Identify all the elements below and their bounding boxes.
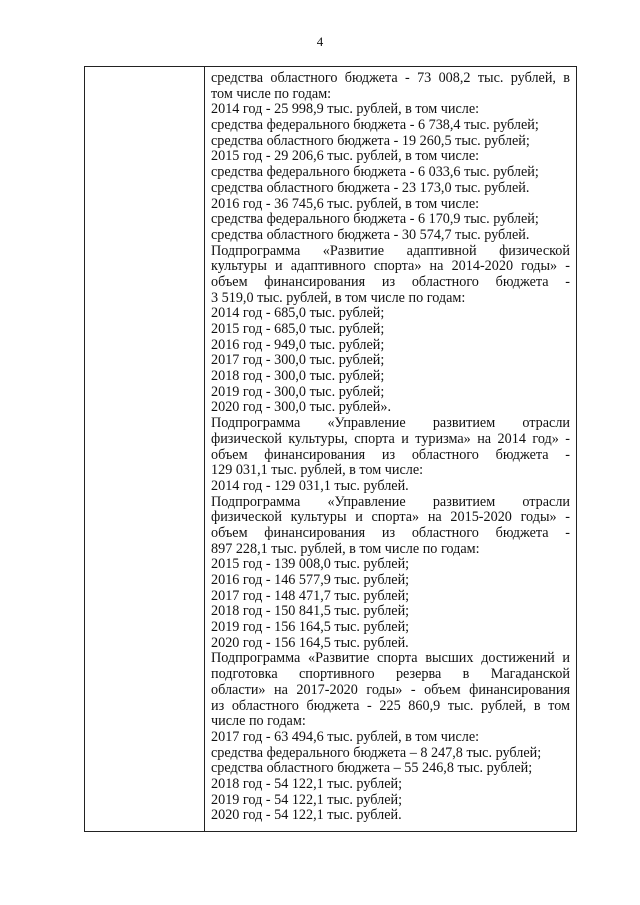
text-line: средства областного бюджета - 73 008,2 тыс. рублей, в [211,71,570,86]
text-line: 2020 год - 156 164,5 тыс. рублей. [211,634,409,651]
text-line: средства федерального бюджета – 8 247,8 тыс. рублей; [211,744,542,761]
text-line: средства областного бюджета - 23 173,0 тыс. рублей. [211,179,530,196]
text-line: подготовка спортивного резерва в Магаданской [211,667,570,683]
text-line: 2018 год - 54 122,1 тыс. рублей; [211,775,403,792]
text-line: 2016 год - 36 745,6 тыс. рублей, в том числе: [211,195,480,212]
text-line: 2016 год - 949,0 тыс. рублей; [211,336,385,353]
text-line: 2015 год - 685,0 тыс. рублей; [211,321,385,337]
text-line: 129 031,1 тыс. рублей, в том числе: [211,462,424,479]
text-line: 897 228,1 тыс. рублей, в том числе по годам: [211,540,480,557]
text-line: 2019 год - 156 164,5 тыс. рублей; [211,619,410,636]
column-divider [204,67,205,831]
text-line: области» на 2017-2020 годы» - объем финансирования [211,682,570,698]
text-line: 2017 год - 148 471,7 тыс. рублей; [211,587,410,604]
text-line: средства федерального бюджета - 6 170,9 тыс. рублей; [211,211,539,228]
text-line: 2014 год - 685,0 тыс. рублей; [211,305,385,322]
text-line: 2018 год - 150 841,5 тыс. рублей; [211,603,410,620]
text-line: из областного бюджета - 225 860,9 тыс. рублей, в том [211,698,570,714]
text-line: 2020 год - 54 122,1 тыс. рублей. [211,807,402,824]
text-line: 3 519,0 тыс. рублей, в том числе по годам: [211,289,466,306]
text-line: 2016 год - 146 577,9 тыс. рублей; [211,572,410,588]
text-line: объем финансирования из областного бюджета - [211,274,570,290]
text-line: числе по годам: [211,713,306,730]
text-line: 2014 год - 25 998,9 тыс. рублей, в том числе: [211,101,480,118]
text-line: 2019 год - 300,0 тыс. рублей; [211,383,385,400]
funding-text-cell [211,71,570,824]
text-line: 2017 год - 63 494,6 тыс. рублей, в том числе: [211,728,480,745]
text-line: средства областного бюджета – 55 246,8 тыс. рублей; [211,760,533,777]
text-line: средства федерального бюджета - 6 738,4 тыс. рублей; [211,117,539,134]
text-line: 2015 год - 29 206,6 тыс. рублей, в том числе: [211,148,480,165]
text-line: средства областного бюджета - 30 574,7 тыс. рублей. [211,226,530,243]
text-line: Подпрограмма «Управление развитием отрасли [211,494,570,510]
text-line: 2018 год - 300,0 тыс. рублей; [211,368,385,385]
text-line: Подпрограмма «Развитие спорта высших достижений и [211,651,570,667]
text-line: объем финансирования из областного бюджета - [211,447,570,463]
text-line: объем финансирования из областного бюджета - [211,525,570,541]
text-line: средства областного бюджета - 19 260,5 тыс. рублей; [211,132,530,149]
text-line: Подпрограмма «Развитие адаптивной физической [211,243,570,259]
text-line: 2014 год - 129 031,1 тыс. рублей. [211,477,409,494]
text-line: 2017 год - 300,0 тыс. рублей; [211,352,385,369]
text-line: 2020 год - 300,0 тыс. рублей». [211,399,391,416]
text-line: средства федерального бюджета - 6 033,6 тыс. рублей; [211,164,539,181]
text-line: физической культуры, спорта и туризма» на 2014 год» - [211,431,570,447]
text-line: Подпрограмма «Управление развитием отрасли [211,416,570,432]
text-line: 2015 год - 139 008,0 тыс. рублей; [211,556,410,573]
document-table [84,66,577,832]
text-line: физической культуры и спорта» на 2015-2020 годы» - [211,510,570,526]
page-number: 4 [316,34,324,49]
text-line: том числе по годам: [211,85,332,102]
text-line: 2019 год - 54 122,1 тыс. рублей; [211,791,403,808]
text-line: культуры и адаптивного спорта» на 2014-2020 годы» - [211,259,570,275]
